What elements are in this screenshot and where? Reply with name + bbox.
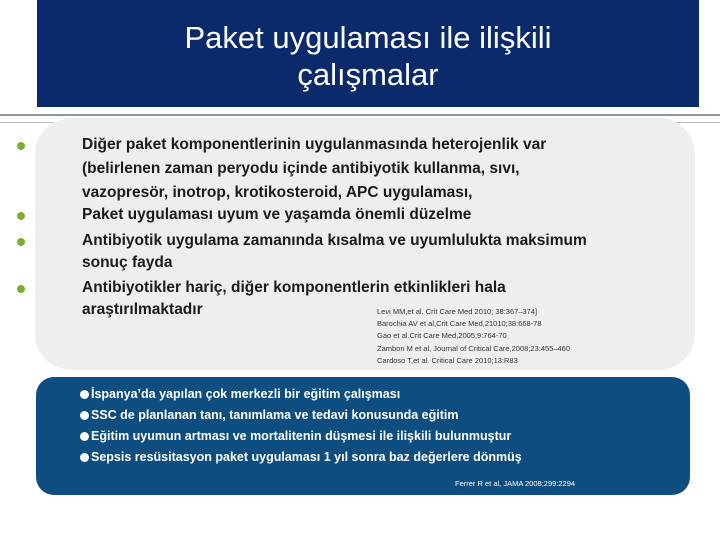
bullet-dot-icon <box>80 390 89 399</box>
study-item: SSC de planlanan tanı, tanımlama ve tedavi konusunda eğitim <box>80 408 458 422</box>
bullet-dot-icon <box>80 411 89 420</box>
reference-item: Gao et al.Crit Care Med,2005;9:764-70 <box>377 331 507 341</box>
title-line-2: çalışmalar <box>297 57 439 92</box>
bullet-dot-icon <box>17 142 25 150</box>
bullet-dot-icon <box>17 285 25 293</box>
reference-item: Cardoso T,et al. Critical Care 2010;13:R83 <box>377 355 518 365</box>
study-item: Eğitim uyumun artması ve mortalitenin düşmesi ile ilişkili bulunmuştur <box>80 429 511 443</box>
slide-title <box>37 0 699 107</box>
study-reference: Ferrer R et al, JAMA 2008;299:2294 <box>455 479 576 488</box>
reference-item: Zambon M et al, Journal of Critical Care,2008;23:455–460 <box>377 343 571 353</box>
bullet-dot-icon <box>17 238 25 246</box>
title-line-1: Paket uygulaması ile ilişkili <box>184 20 552 55</box>
references-list <box>377 306 570 367</box>
bullet-dot-icon <box>17 212 25 220</box>
study-item: Sepsis resüsitasyon paket uygulaması 1 yıl sonra baz değerlere dönmüş <box>80 450 522 464</box>
bullet-dot-icon <box>80 432 89 441</box>
study-item: İspanya’da yapılan çok merkezli bir eğitim çalışması <box>80 387 400 401</box>
reference-item: Barochia AV et al,Crit Care Med,21010;38:668-78 <box>377 319 542 329</box>
reference-item: Levi MM,et al. Crit Care Med 2010; 38:367–374] <box>377 307 538 316</box>
bullet-dot-icon <box>80 453 89 462</box>
divider-line <box>0 114 720 116</box>
